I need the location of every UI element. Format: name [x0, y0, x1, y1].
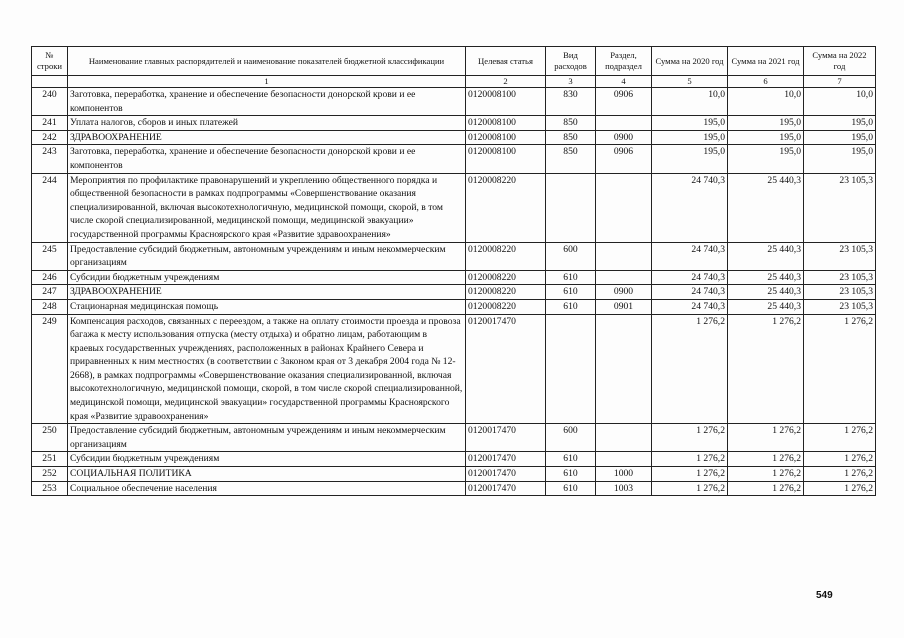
header-sum-2022: Сумма на 2022 год	[804, 47, 876, 76]
section-cell: 0906	[596, 88, 652, 116]
sum-2021-cell: 1 276,2	[728, 481, 804, 496]
row-number-cell: 241	[32, 116, 68, 131]
column-number: 5	[652, 76, 728, 88]
sum-2020-cell: 24 740,3	[652, 299, 728, 314]
sum-2022-cell: 1 276,2	[804, 481, 876, 496]
section-cell: 0906	[596, 145, 652, 173]
indicator-name-cell: Стационарная медицинская помощь	[68, 299, 466, 314]
target-article-cell: 0120008220	[466, 270, 546, 285]
section-cell	[596, 270, 652, 285]
column-number: 2	[466, 76, 546, 88]
sum-2021-cell: 25 440,3	[728, 285, 804, 300]
header-row	[32, 47, 876, 76]
sum-2020-cell: 24 740,3	[652, 173, 728, 242]
sum-2022-cell: 23 105,3	[804, 173, 876, 242]
sum-2020-cell: 24 740,3	[652, 285, 728, 300]
sum-2020-cell: 195,0	[652, 130, 728, 145]
section-cell	[596, 424, 652, 452]
expense-type-cell: 850	[546, 145, 596, 173]
indicator-name-cell: Компенсация расходов, связанных с переездом, а также на оплату стоимости проезда и провоза багажа к месту использования отпуска (месту отдыха) и обратно лицам, работающим в краевых государственных учреждениях, расположенных в районах Крайнего Севера и приравненных к ним местностях (в соответствии с Законом края от 3 декабря 2004 года № 12-2668), в рамках подпрограммы «Совершенствование оказания специализированной, включая высокотехнологичную, медицинской помощи, скорой, в том числе скорой специализированной, медицинской помощи, медицинской эвакуации» государственной программы Красноярского края «Развитие здравоохранения»	[68, 314, 466, 424]
target-article-cell: 0120008220	[466, 285, 546, 300]
indicator-name-cell: Предоставление субсидий бюджетным, автономным учреждениям и иным некоммерческим организациям	[68, 242, 466, 270]
sum-2022-cell: 195,0	[804, 130, 876, 145]
section-cell	[596, 242, 652, 270]
target-article-cell: 0120017470	[466, 481, 546, 496]
row-number-cell: 250	[32, 424, 68, 452]
sum-2021-cell: 25 440,3	[728, 242, 804, 270]
sum-2021-cell: 1 276,2	[728, 467, 804, 482]
target-article-cell: 0120017470	[466, 452, 546, 467]
row-number-cell: 240	[32, 88, 68, 116]
row-number-cell: 245	[32, 242, 68, 270]
row-number-cell: 246	[32, 270, 68, 285]
column-number	[32, 76, 68, 88]
sum-2022-cell: 23 105,3	[804, 285, 876, 300]
expense-type-cell: 830	[546, 88, 596, 116]
table-row	[32, 314, 876, 424]
expense-type-cell: 610	[546, 285, 596, 300]
target-article-cell: 0120017470	[466, 424, 546, 452]
column-number: 4	[596, 76, 652, 88]
indicator-name-cell: Субсидии бюджетным учреждениям	[68, 452, 466, 467]
sum-2022-cell: 23 105,3	[804, 299, 876, 314]
target-article-cell: 0120008220	[466, 242, 546, 270]
row-number-cell: 244	[32, 173, 68, 242]
section-cell: 1003	[596, 481, 652, 496]
table-row	[32, 452, 876, 467]
target-article-cell: 0120017470	[466, 467, 546, 482]
header-expense-type: Вид расходов	[546, 47, 596, 76]
table-row	[32, 116, 876, 131]
target-article-cell: 0120017470	[466, 314, 546, 424]
sum-2022-cell: 10,0	[804, 88, 876, 116]
sum-2021-cell: 195,0	[728, 145, 804, 173]
sum-2020-cell: 24 740,3	[652, 270, 728, 285]
table-row	[32, 481, 876, 496]
expense-type-cell: 610	[546, 481, 596, 496]
indicator-name-cell: Уплата налогов, сборов и иных платежей	[68, 116, 466, 131]
sum-2021-cell: 195,0	[728, 130, 804, 145]
column-number: 3	[546, 76, 596, 88]
indicator-name-cell: СОЦИАЛЬНАЯ ПОЛИТИКА	[68, 467, 466, 482]
table-row	[32, 270, 876, 285]
sum-2021-cell: 25 440,3	[728, 299, 804, 314]
header-row-no: № строки	[32, 47, 68, 76]
table-body	[32, 88, 876, 496]
sum-2021-cell: 1 276,2	[728, 314, 804, 424]
table-row	[32, 467, 876, 482]
sum-2020-cell: 1 276,2	[652, 452, 728, 467]
header-name: Наименование главных распорядителей и наименование показателей бюджетной классификации	[68, 47, 466, 76]
row-number-cell: 249	[32, 314, 68, 424]
target-article-cell: 0120008100	[466, 88, 546, 116]
sum-2021-cell: 10,0	[728, 88, 804, 116]
table-row	[32, 299, 876, 314]
header-sum-2021: Сумма на 2021 год	[728, 47, 804, 76]
sum-2020-cell: 24 740,3	[652, 242, 728, 270]
sum-2020-cell: 1 276,2	[652, 481, 728, 496]
sum-2021-cell: 25 440,3	[728, 173, 804, 242]
indicator-name-cell: Предоставление субсидий бюджетным, автономным учреждениям и иным некоммерческим организациям	[68, 424, 466, 452]
target-article-cell: 0120008100	[466, 145, 546, 173]
section-cell: 0901	[596, 299, 652, 314]
sum-2022-cell: 1 276,2	[804, 467, 876, 482]
table-row	[32, 88, 876, 116]
row-number-cell: 252	[32, 467, 68, 482]
row-number-cell: 251	[32, 452, 68, 467]
section-cell	[596, 452, 652, 467]
section-cell: 0900	[596, 130, 652, 145]
expense-type-cell: 610	[546, 467, 596, 482]
column-number-row	[32, 76, 876, 88]
column-number: 7	[804, 76, 876, 88]
expense-type-cell: 610	[546, 270, 596, 285]
table-row	[32, 145, 876, 173]
expense-type-cell: 610	[546, 452, 596, 467]
expense-type-cell: 610	[546, 299, 596, 314]
sum-2022-cell: 1 276,2	[804, 314, 876, 424]
sum-2022-cell: 23 105,3	[804, 242, 876, 270]
row-number-cell: 243	[32, 145, 68, 173]
section-cell	[596, 314, 652, 424]
header-target: Целевая статья	[466, 47, 546, 76]
sum-2020-cell: 1 276,2	[652, 424, 728, 452]
sum-2022-cell: 195,0	[804, 145, 876, 173]
sum-2022-cell: 195,0	[804, 116, 876, 131]
expense-type-cell: 850	[546, 116, 596, 131]
target-article-cell: 0120008220	[466, 299, 546, 314]
indicator-name-cell: ЗДРАВООХРАНЕНИЕ	[68, 130, 466, 145]
page-number: 549	[816, 590, 833, 601]
sum-2020-cell: 1 276,2	[652, 314, 728, 424]
sum-2020-cell: 195,0	[652, 116, 728, 131]
table-row	[32, 173, 876, 242]
header-section: Раздел, подраздел	[596, 47, 652, 76]
indicator-name-cell: ЗДРАВООХРАНЕНИЕ	[68, 285, 466, 300]
table-row	[32, 242, 876, 270]
expense-type-cell	[546, 173, 596, 242]
sum-2021-cell: 1 276,2	[728, 424, 804, 452]
sum-2022-cell: 1 276,2	[804, 452, 876, 467]
expense-type-cell: 600	[546, 242, 596, 270]
indicator-name-cell: Субсидии бюджетным учреждениям	[68, 270, 466, 285]
sum-2020-cell: 195,0	[652, 145, 728, 173]
sum-2020-cell: 1 276,2	[652, 467, 728, 482]
indicator-name-cell: Мероприятия по профилактике правонарушений и укреплению общественного порядка и общественной безопасности в рамках подпрограммы «Совершенствование оказания специализированной, включая высокотехнологичную, медицинской помощи, скорой, в том числе скорой специализированной, медицинской помощи, медицинской эвакуации» государственной программы Красноярского края «Развитие здравоохранения»	[68, 173, 466, 242]
row-number-cell: 253	[32, 481, 68, 496]
sum-2020-cell: 10,0	[652, 88, 728, 116]
row-number-cell: 242	[32, 130, 68, 145]
table-row	[32, 424, 876, 452]
indicator-name-cell: Заготовка, переработка, хранение и обеспечение безопасности донорской крови и ее компонентов	[68, 88, 466, 116]
section-cell: 1000	[596, 467, 652, 482]
expense-type-cell: 850	[546, 130, 596, 145]
section-cell	[596, 116, 652, 131]
row-number-cell: 248	[32, 299, 68, 314]
section-cell	[596, 173, 652, 242]
indicator-name-cell: Социальное обеспечение населения	[68, 481, 466, 496]
sum-2022-cell: 1 276,2	[804, 424, 876, 452]
sum-2021-cell: 195,0	[728, 116, 804, 131]
expense-type-cell	[546, 314, 596, 424]
target-article-cell: 0120008100	[466, 130, 546, 145]
column-number: 1	[68, 76, 466, 88]
column-number: 6	[728, 76, 804, 88]
target-article-cell: 0120008100	[466, 116, 546, 131]
sum-2021-cell: 25 440,3	[728, 270, 804, 285]
table-row	[32, 130, 876, 145]
header-sum-2020: Сумма на 2020 год	[652, 47, 728, 76]
table-row	[32, 285, 876, 300]
section-cell: 0900	[596, 285, 652, 300]
expense-type-cell: 600	[546, 424, 596, 452]
target-article-cell: 0120008220	[466, 173, 546, 242]
budget-table	[31, 46, 876, 496]
sum-2022-cell: 23 105,3	[804, 270, 876, 285]
indicator-name-cell: Заготовка, переработка, хранение и обеспечение безопасности донорской крови и ее компонентов	[68, 145, 466, 173]
sum-2021-cell: 1 276,2	[728, 452, 804, 467]
row-number-cell: 247	[32, 285, 68, 300]
